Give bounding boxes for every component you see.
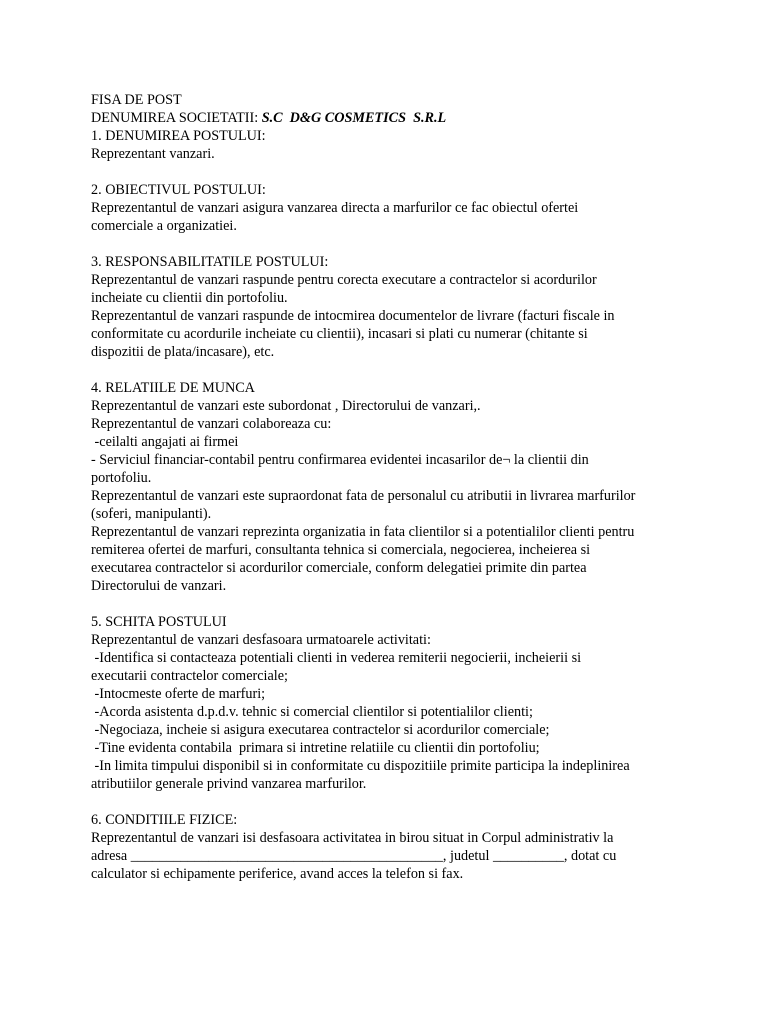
section-text-line: -Tine evidenta contabila primara si intretine relatiile cu clientii din portofoliu; [91, 740, 540, 756]
section-text-line: (soferi, manipulanti). [91, 506, 212, 522]
section-text-line: Reprezentantul de vanzari colaboreaza cu: [91, 416, 332, 432]
section-text-line: -ceilalti angajati ai firmei [91, 434, 239, 450]
section-4 [91, 379, 691, 595]
section-text-line: executarii contractelor comerciale; [91, 668, 288, 684]
section-text-line: Reprezentantul de vanzari este subordonat , Directorului de vanzari,. [91, 398, 481, 414]
section-text-line: -Acorda asistenta d.p.d.v. tehnic si comercial clientilor si potentialilor clienti; [91, 704, 533, 720]
section-text-line: executarea contractelor si acordurilor comerciale, conform delegatiei primite din partea [91, 560, 587, 576]
document-body [91, 91, 691, 901]
section-text-line: Reprezentantul de vanzari isi desfasoara activitatea in birou situat in Corpul administrativ la [91, 830, 614, 846]
section-text-line: remiterea ofertei de marfuri, consultanta tehnica si comerciala, negocierea, incheierea si [91, 542, 591, 558]
section-heading: 2. OBIECTIVUL POSTULUI: [91, 182, 266, 198]
section-text-line: -In limita timpului disponibil si in conformitate cu dispozitiile primite participa la indeplinirea [91, 758, 630, 774]
section-text-line: Reprezentant vanzari. [91, 146, 215, 162]
section-text-line: dispozitii de plata/incasare), etc. [91, 344, 275, 360]
section-heading: 4. RELATIILE DE MUNCA [91, 380, 255, 396]
company-name: S.C D&G COSMETICS S.R.L [261, 110, 447, 126]
sections-container [91, 127, 691, 883]
section-6 [91, 811, 691, 883]
section-5 [91, 613, 691, 793]
section-text-line: Reprezentantul de vanzari raspunde de intocmirea documentelor de livrare (facturi fiscale in [91, 308, 615, 324]
section-text-line: Reprezentantul de vanzari reprezinta organizatia in fata clientilor si a potentialilor clienti pentru [91, 524, 635, 540]
section-text-line: incheiate cu clientii din portofoliu. [91, 290, 288, 306]
section-text-line: -Intocmeste oferte de marfuri; [91, 686, 266, 702]
section-text-line: atributiilor generale privind vanzarea marfurilor. [91, 776, 367, 792]
company-line [91, 109, 691, 127]
section-text-line: Reprezentantul de vanzari desfasoara urmatoarele activitati: [91, 632, 431, 648]
section-text-line: Directorului de vanzari. [91, 578, 227, 594]
section-text-line: comerciale a organizatiei. [91, 218, 237, 234]
section-text-line: adresa ____________________________________________, judetul __________, dotat cu [91, 848, 617, 864]
company-label: DENUMIREA SOCIETATII: [91, 110, 262, 126]
section-heading: 3. RESPONSABILITATILE POSTULUI: [91, 254, 329, 270]
section-1 [91, 127, 691, 163]
section-heading: 1. DENUMIREA POSTULUI: [91, 128, 266, 144]
section-heading: 5. SCHITA POSTULUI [91, 614, 227, 630]
section-text-line: portofoliu. [91, 470, 152, 486]
section-text-line: conformitate cu acordurile incheiate cu clientii), incasari si plati cu numerar (chitante si [91, 326, 588, 342]
section-2 [91, 181, 691, 235]
section-text-line: Reprezentantul de vanzari raspunde pentru corecta executare a contractelor si acordurilor [91, 272, 597, 288]
section-text-line: -Negociaza, incheie si asigura executarea contractelor si acordurilor comerciale; [91, 722, 550, 738]
section-text-line: -Identifica si contacteaza potentiali clienti in vederea remiterii negocierii, incheierii si [91, 650, 582, 666]
section-text-line: Reprezentantul de vanzari este supraordonat fata de personalul cu atributii in livrarea marfurilor [91, 488, 636, 504]
section-3 [91, 253, 691, 361]
section-heading: 6. CONDITIILE FIZICE: [91, 812, 238, 828]
section-text-line: calculator si echipamente periferice, avand acces la telefon si fax. [91, 866, 464, 882]
section-text-line: - Serviciul financiar-contabil pentru confirmarea evidentei incasarilor de¬ la clientii din [91, 452, 589, 468]
section-text-line: Reprezentantul de vanzari asigura vanzarea directa a marfurilor ce fac obiectul ofertei [91, 200, 579, 216]
document-title: FISA DE POST [91, 92, 182, 108]
